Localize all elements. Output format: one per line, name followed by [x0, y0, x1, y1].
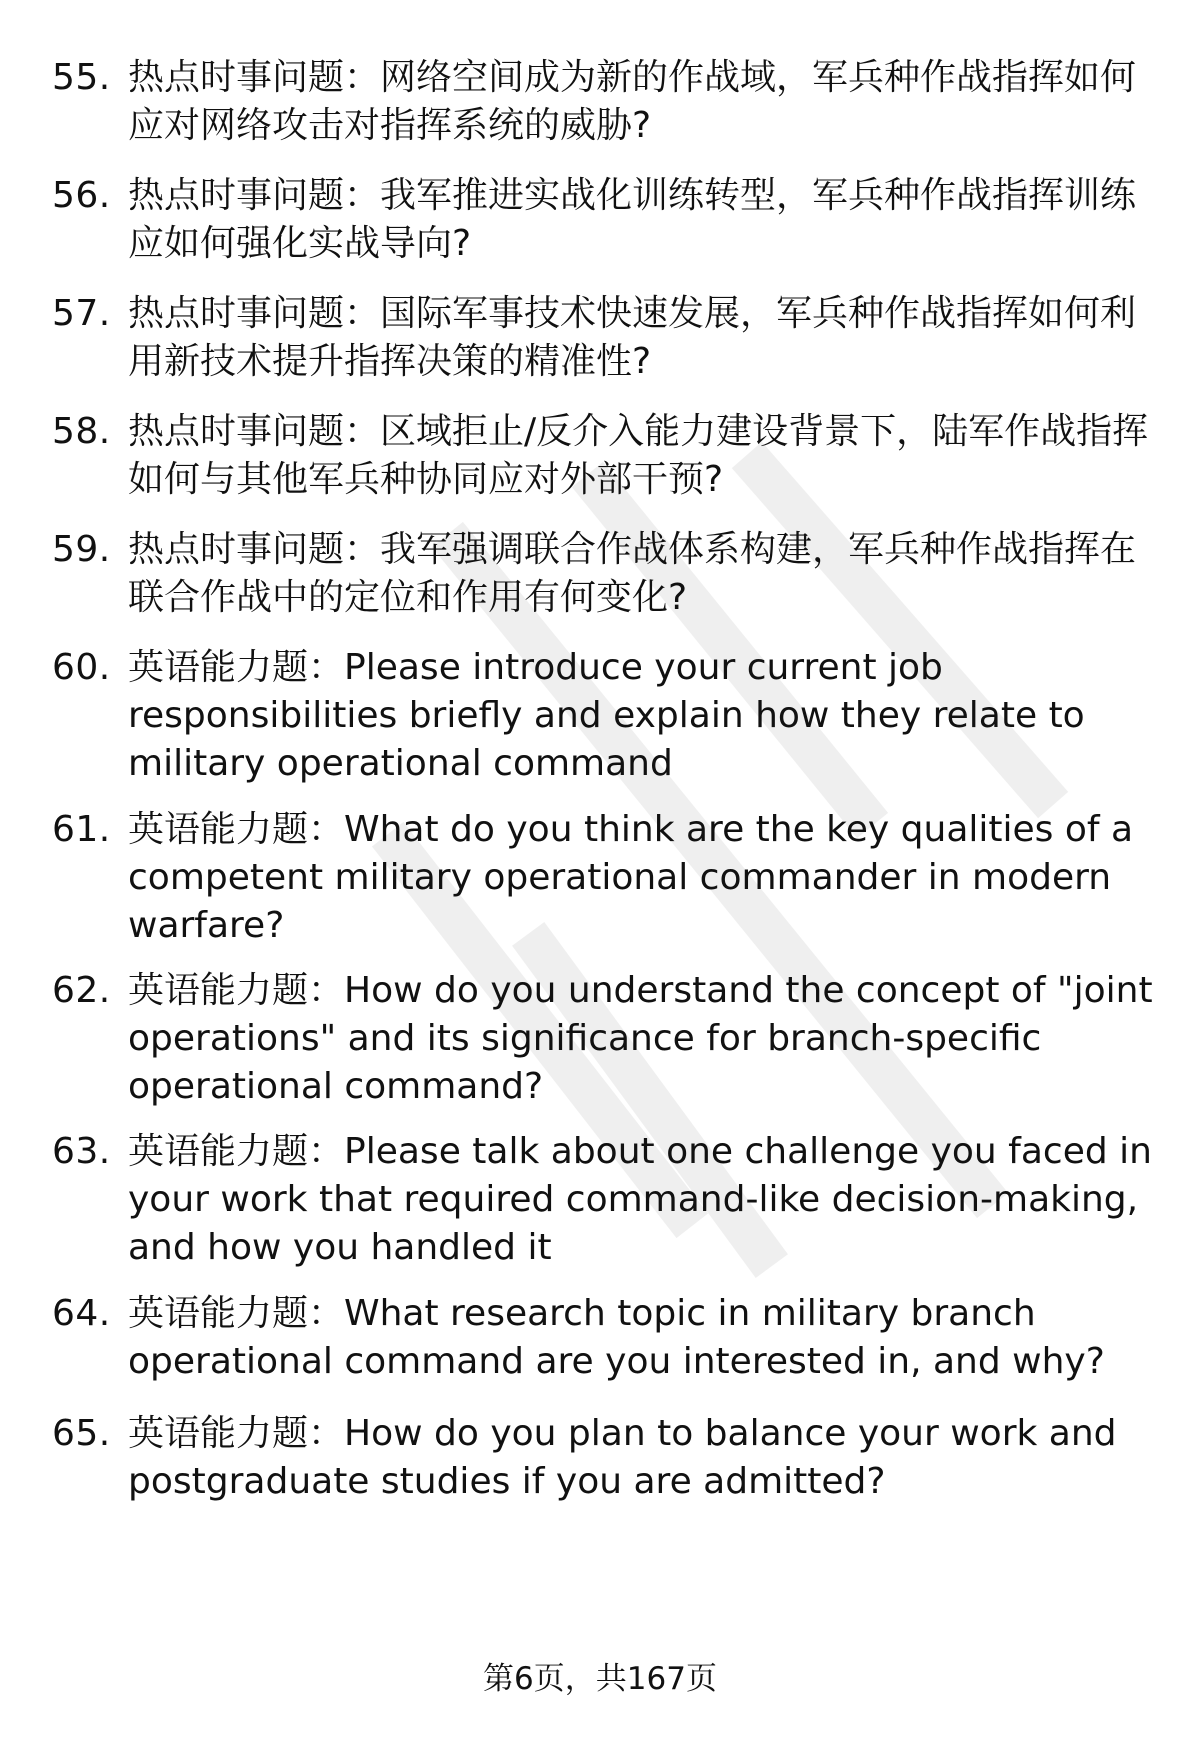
question-number: 60.: [52, 647, 111, 688]
question-body: What do you think are the key qualities of a competent military operational commander in modern warfare?: [128, 809, 1134, 946]
question-number: 61.: [52, 809, 111, 850]
question-body: 区域拒止/反介入能力建设背景下，陆军作战指挥如何与其他军兵种协同应对外部干预?: [128, 411, 1149, 500]
question-text: [128, 1290, 1168, 1386]
question-text: [128, 1128, 1168, 1272]
question-text: [128, 967, 1168, 1111]
question-text: [128, 172, 1168, 268]
question-category: 热点时事问题：: [128, 57, 381, 98]
question-body: What research topic in military branch operational command are you interested in, and why?: [128, 1293, 1105, 1382]
question-category: 英语能力题：: [128, 647, 345, 688]
question-number: 58.: [52, 411, 111, 452]
question-category: 英语能力题：: [128, 1413, 345, 1454]
question-text: [128, 54, 1168, 150]
question-body: 我军强调联合作战体系构建，军兵种作战指挥在联合作战中的定位和作用有何变化?: [128, 529, 1137, 618]
page-footer: [0, 1658, 1200, 1700]
question-body: 我军推进实战化训练转型，军兵种作战指挥训练应如何强化实战导向?: [128, 175, 1137, 264]
question-text: [128, 1410, 1168, 1506]
question-number: 59.: [52, 529, 111, 570]
question-text: [128, 408, 1168, 504]
question-number: 56.: [52, 175, 111, 216]
question-body: Please introduce your current job responsibilities briefly and explain how they relate to military operational command: [128, 647, 1085, 784]
question-number: 64.: [52, 1293, 111, 1334]
question-body: Please talk about one challenge you faced in your work that required command-like decision-making, and how you handled it: [128, 1131, 1152, 1268]
question-body: 网络空间成为新的作战域，军兵种作战指挥如何应对网络攻击对指挥系统的威胁?: [128, 57, 1137, 146]
question-number: 63.: [52, 1131, 111, 1172]
question-body: How do you understand the concept of "joint operations" and its significance for branch-specific operational command?: [128, 970, 1153, 1107]
question-body: How do you plan to balance your work and postgraduate studies if you are admitted?: [128, 1413, 1117, 1502]
question-category: 热点时事问题：: [128, 175, 381, 216]
question-category: 英语能力题：: [128, 1131, 345, 1172]
question-text: [128, 806, 1168, 950]
question-category: 热点时事问题：: [128, 411, 381, 452]
question-category: 热点时事问题：: [128, 293, 381, 334]
question-number: 65.: [52, 1413, 111, 1454]
question-text: [128, 526, 1168, 622]
question-text: [128, 290, 1168, 386]
question-number: 62.: [52, 970, 111, 1011]
question-number: 57.: [52, 293, 111, 334]
question-body: 国际军事技术快速发展，军兵种作战指挥如何利用新技术提升指挥决策的精准性?: [128, 293, 1137, 382]
question-category: 英语能力题：: [128, 809, 345, 850]
question-category: 热点时事问题：: [128, 529, 381, 570]
question-number: 55.: [52, 57, 111, 98]
page-number-label: 第6页，共167页: [483, 1661, 717, 1697]
question-category: 英语能力题：: [128, 970, 345, 1011]
question-category: 英语能力题：: [128, 1293, 345, 1334]
question-text: [128, 644, 1168, 788]
